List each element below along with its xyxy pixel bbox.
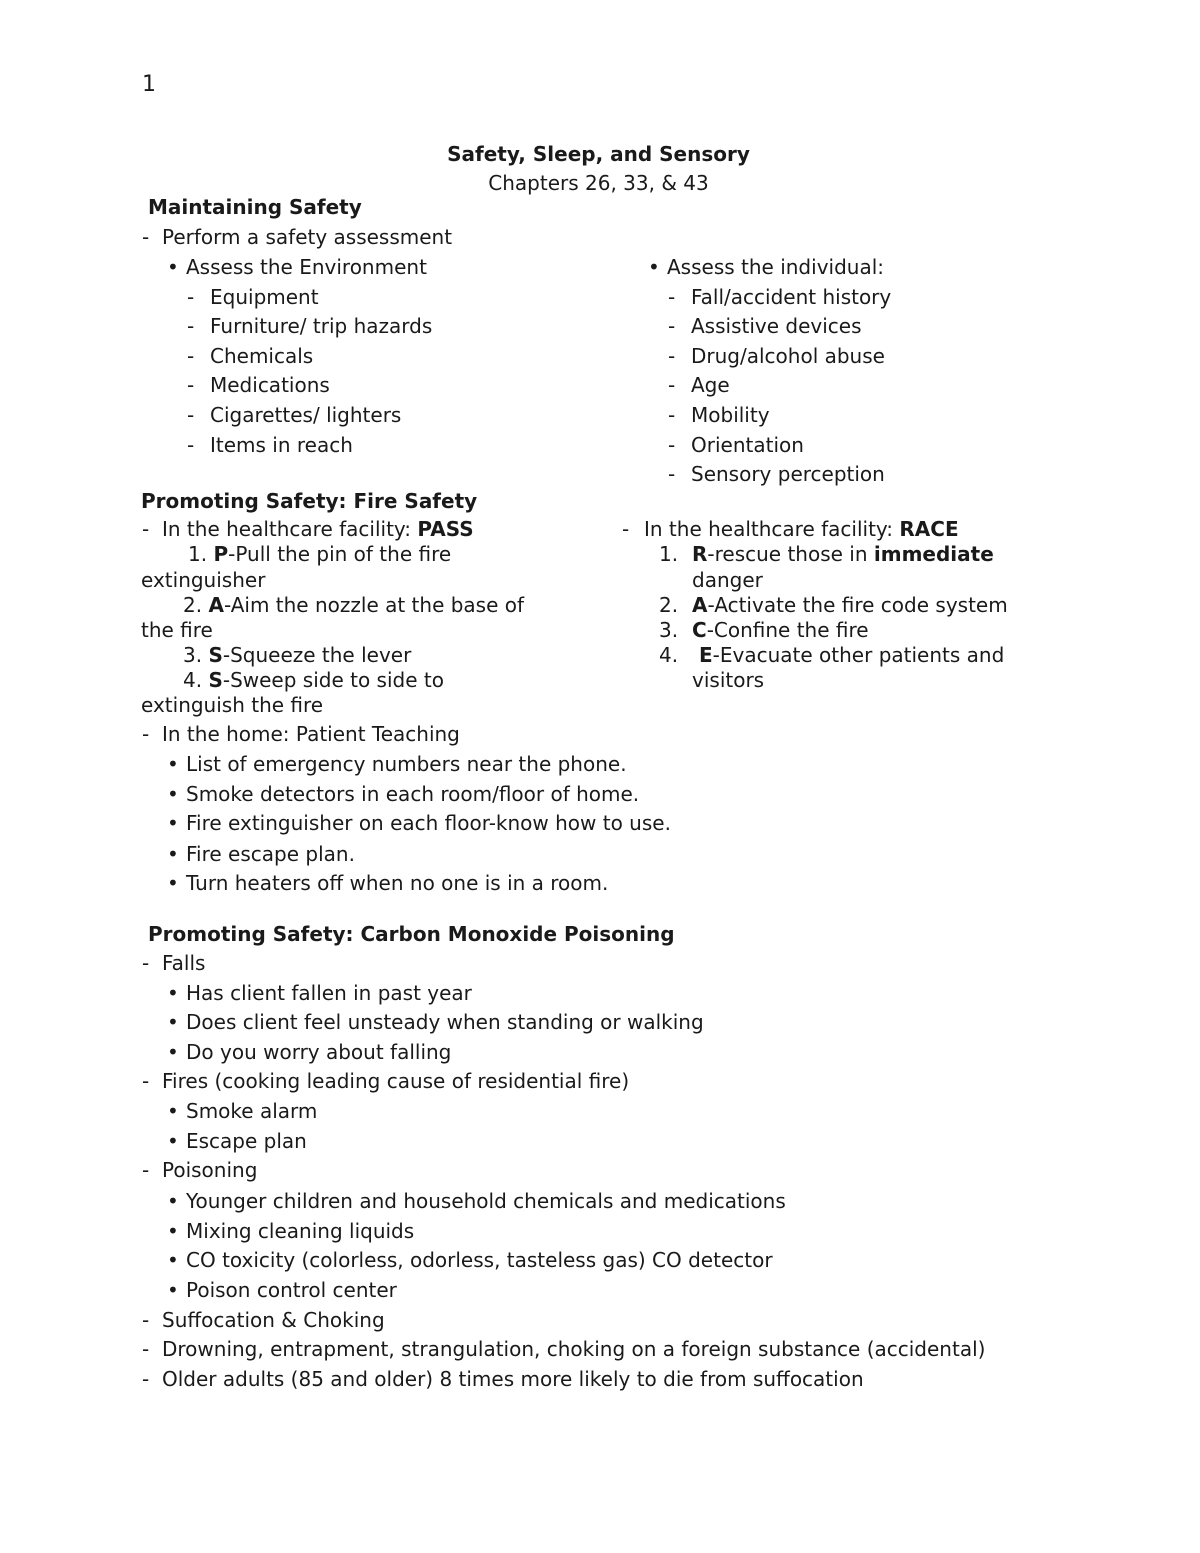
- list-item: - Medications: [187, 373, 330, 397]
- list-item: - Assistive devices: [668, 314, 862, 338]
- list-item: - Cigarettes/ lighters: [187, 403, 402, 427]
- list-item: • Fire extinguisher on each floor-know how to use.: [167, 811, 671, 835]
- pass-step: 2. A-Aim the nozzle at the base of: [183, 593, 525, 617]
- list-item: • Assess the individual:: [648, 255, 885, 279]
- pass-step-continuation: the fire: [141, 618, 213, 642]
- race-step-continuation: danger: [692, 568, 763, 592]
- list-item: - Equipment: [187, 285, 319, 309]
- list-item: • List of emergency numbers near the phone.: [167, 752, 627, 776]
- list-item: - Drug/alcohol abuse: [668, 344, 885, 368]
- list-item: - Furniture/ trip hazards: [187, 314, 433, 338]
- list-item: • Smoke detectors in each room/floor of home.: [167, 782, 640, 806]
- list-item: • Turn heaters off when no one is in a room.: [167, 871, 609, 895]
- race-step: 4. E-Evacuate other patients and: [659, 643, 1005, 667]
- list-item: • Poison control center: [167, 1278, 397, 1302]
- list-item: • Mixing cleaning liquids: [167, 1219, 415, 1243]
- list-item: - Chemicals: [187, 344, 314, 368]
- document-title: Safety, Sleep, and Sensory: [447, 142, 750, 166]
- list-item: - Fall/accident history: [668, 285, 892, 309]
- list-item: • Escape plan: [167, 1129, 307, 1153]
- pass-heading: - In the healthcare facility: PASS: [142, 517, 474, 541]
- race-step: 1. R-rescue those in immediate: [659, 542, 994, 566]
- pass-step: 4. S-Sweep side to side to: [183, 668, 444, 692]
- list-item: • Smoke alarm: [167, 1099, 318, 1123]
- document-subtitle: Chapters 26, 33, & 43: [488, 171, 709, 195]
- list-item: • Do you worry about falling: [167, 1040, 452, 1064]
- page-number: 1: [142, 72, 156, 97]
- pass-step: 1. P-Pull the pin of the fire: [188, 542, 452, 566]
- race-step: 3. C-Confine the fire: [659, 618, 869, 642]
- list-item: - Age: [668, 373, 730, 397]
- list-item: • CO toxicity (colorless, odorless, tasteless gas) CO detector: [167, 1248, 773, 1272]
- list-item: • Fire escape plan.: [167, 842, 355, 866]
- list-item: - Older adults (85 and older) 8 times more likely to die from suffocation: [142, 1367, 864, 1391]
- pass-step: 3. S-Squeeze the lever: [183, 643, 412, 667]
- list-item: - Drowning, entrapment, strangulation, choking on a foreign substance (accidental): [142, 1337, 986, 1361]
- list-item: - Perform a safety assessment: [142, 225, 453, 249]
- list-item: - Suffocation & Choking: [142, 1308, 385, 1332]
- pass-step-continuation: extinguish the fire: [141, 693, 324, 717]
- list-item: - In the home: Patient Teaching: [142, 722, 460, 746]
- heading-fire-safety: Promoting Safety: Fire Safety: [141, 489, 478, 513]
- list-item: • Has client fallen in past year: [167, 981, 472, 1005]
- list-item: • Younger children and household chemicals and medications: [167, 1189, 786, 1213]
- heading-maintaining-safety: Maintaining Safety: [148, 195, 362, 219]
- list-item: - Mobility: [668, 403, 770, 427]
- list-item: - Sensory perception: [668, 462, 885, 486]
- list-item: - Fires (cooking leading cause of residential fire): [142, 1069, 630, 1093]
- list-item: - Orientation: [668, 433, 804, 457]
- race-step-continuation: visitors: [692, 668, 765, 692]
- pass-step-continuation: extinguisher: [141, 568, 266, 592]
- list-item: • Does client feel unsteady when standing or walking: [167, 1010, 704, 1034]
- list-item: - Falls: [142, 951, 206, 975]
- race-step: 2. A-Activate the fire code system: [659, 593, 1008, 617]
- list-item: - Items in reach: [187, 433, 353, 457]
- heading-carbon-monoxide: Promoting Safety: Carbon Monoxide Poisoning: [148, 922, 675, 946]
- list-item: • Assess the Environment: [167, 255, 427, 279]
- race-heading: - In the healthcare facility: RACE: [622, 517, 959, 541]
- list-item: - Poisoning: [142, 1158, 258, 1182]
